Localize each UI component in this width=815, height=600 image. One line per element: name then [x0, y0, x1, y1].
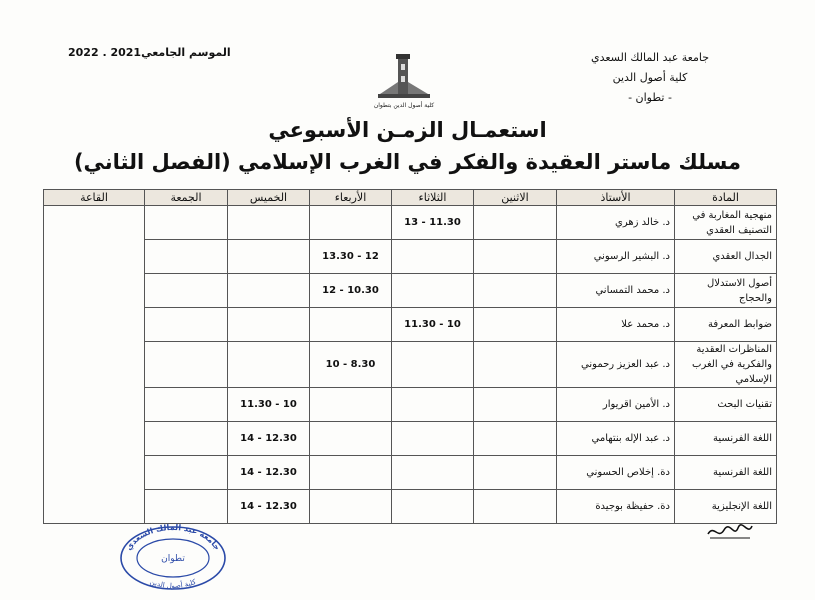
tuesday-cell — [392, 342, 474, 388]
page-title: استعمـال الزمـن الأسبوعي — [268, 118, 547, 142]
page-subtitle: مسلك ماستر العقيدة والفكر في الغرب الإسلامي (الفصل الثاني) — [73, 150, 742, 174]
column-header-hall: القاعة — [44, 190, 145, 206]
wednesday-cell — [310, 206, 392, 240]
table-header-row — [44, 190, 777, 206]
thursday-cell: 12.30 - 14 — [228, 490, 310, 524]
friday-cell — [145, 388, 228, 422]
column-header-subject: المادة — [675, 190, 777, 206]
wednesday-cell — [310, 456, 392, 490]
tuesday-cell — [392, 490, 474, 524]
monday-cell — [474, 490, 557, 524]
svg-text:جامعة عبد المالك السعدي — [124, 523, 222, 552]
thursday-cell — [228, 308, 310, 342]
friday-cell — [145, 308, 228, 342]
column-header-monday: الاثنين — [474, 190, 557, 206]
table-row — [44, 274, 777, 308]
table-row — [44, 388, 777, 422]
city-name: - تطوان - — [628, 91, 672, 104]
column-header-tuesday: الثلاثاء — [392, 190, 474, 206]
thursday-cell — [228, 240, 310, 274]
subject-cell: منهجية المغاربة في التصنيف العقدي — [675, 206, 777, 240]
monday-cell — [474, 240, 557, 274]
column-header-wednesday: الأربعاء — [310, 190, 392, 206]
logo-caption: كلية أصول الدين بتطوان — [373, 102, 435, 109]
professor-cell: د. الأمين اقريوار — [557, 388, 675, 422]
table-row — [44, 422, 777, 456]
subject-cell: الجدال العقدي — [675, 240, 777, 274]
subject-cell: ضوابط المعرفة — [675, 308, 777, 342]
wednesday-cell — [310, 422, 392, 456]
monday-cell — [474, 308, 557, 342]
professor-cell: دة. إخلاص الحسوني — [557, 456, 675, 490]
friday-cell — [145, 456, 228, 490]
thursday-cell: 12.30 - 14 — [228, 456, 310, 490]
friday-cell — [145, 342, 228, 388]
column-header-professor: الأستاذ — [557, 190, 675, 206]
thursday-cell — [228, 342, 310, 388]
table-row — [44, 342, 777, 388]
monday-cell — [474, 342, 557, 388]
tuesday-cell: 10 - 11.30 — [392, 308, 474, 342]
table-row — [44, 490, 777, 524]
table-row — [44, 456, 777, 490]
monday-cell — [474, 422, 557, 456]
subject-cell: اللغة الفرنسية — [675, 456, 777, 490]
friday-cell — [145, 240, 228, 274]
friday-cell — [145, 422, 228, 456]
tuesday-cell — [392, 274, 474, 308]
university-name: جامعة عبد المالك السعدي — [590, 51, 710, 64]
signature — [704, 518, 756, 544]
monday-cell — [474, 388, 557, 422]
wednesday-cell: 10.30 - 12 — [310, 274, 392, 308]
monday-cell — [474, 274, 557, 308]
friday-cell — [145, 490, 228, 524]
table-row — [44, 308, 777, 342]
column-header-thursday: الخميس — [228, 190, 310, 206]
thursday-cell: 12.30 - 14 — [228, 422, 310, 456]
professor-cell: د. عبد الإله بنتهامي — [557, 422, 675, 456]
professor-cell: د. محمد التمساني — [557, 274, 675, 308]
tuesday-cell — [392, 240, 474, 274]
subject-cell: اللغة الفرنسية — [675, 422, 777, 456]
thursday-cell: 10 - 11.30 — [228, 388, 310, 422]
official-stamp — [118, 520, 228, 590]
subject-cell: المناظرات العقدية والفكرية في الغرب الإسلامي — [675, 342, 777, 388]
faculty-name: كلية أصول الدين — [612, 71, 688, 84]
friday-cell — [145, 206, 228, 240]
professor-cell: دة. حفيظة بوجيدة — [557, 490, 675, 524]
friday-cell — [145, 274, 228, 308]
academic-season: الموسم الجامعي2021 . 2022 — [68, 46, 231, 59]
schedule-table — [43, 189, 777, 524]
monday-cell — [474, 206, 557, 240]
tuesday-cell — [392, 456, 474, 490]
wednesday-cell — [310, 308, 392, 342]
professor-cell: د. البشير الرسوني — [557, 240, 675, 274]
subject-cell: تقنيات البحث — [675, 388, 777, 422]
thursday-cell — [228, 206, 310, 240]
stamp-bottom-text: كلية أصول الدين — [148, 577, 198, 590]
professor-cell: د. عبد العزيز رحموني — [557, 342, 675, 388]
subject-cell: أصول الاستدلال والحجاج — [675, 274, 777, 308]
stamp-center-text: تطوان — [161, 554, 185, 564]
tuesday-cell — [392, 422, 474, 456]
tuesday-cell — [392, 388, 474, 422]
thursday-cell — [228, 274, 310, 308]
professor-cell: د. محمد علا — [557, 308, 675, 342]
monday-cell — [474, 456, 557, 490]
subject-cell: اللغة الإنجليزية — [675, 490, 777, 524]
table-row — [44, 240, 777, 274]
column-header-friday: الجمعة — [145, 190, 228, 206]
professor-cell: د. خالد زهري — [557, 206, 675, 240]
table-row — [44, 206, 777, 240]
hall-cell — [44, 206, 145, 524]
institution-header — [555, 48, 745, 108]
faculty-logo — [372, 52, 436, 114]
wednesday-cell: 8.30 - 10 — [310, 342, 392, 388]
wednesday-cell — [310, 388, 392, 422]
wednesday-cell: 12 - 13.30 — [310, 240, 392, 274]
tuesday-cell: 11.30 - 13 — [392, 206, 474, 240]
stamp-outer-text: جامعة عبد المالك السعدي — [124, 522, 222, 552]
wednesday-cell — [310, 490, 392, 524]
